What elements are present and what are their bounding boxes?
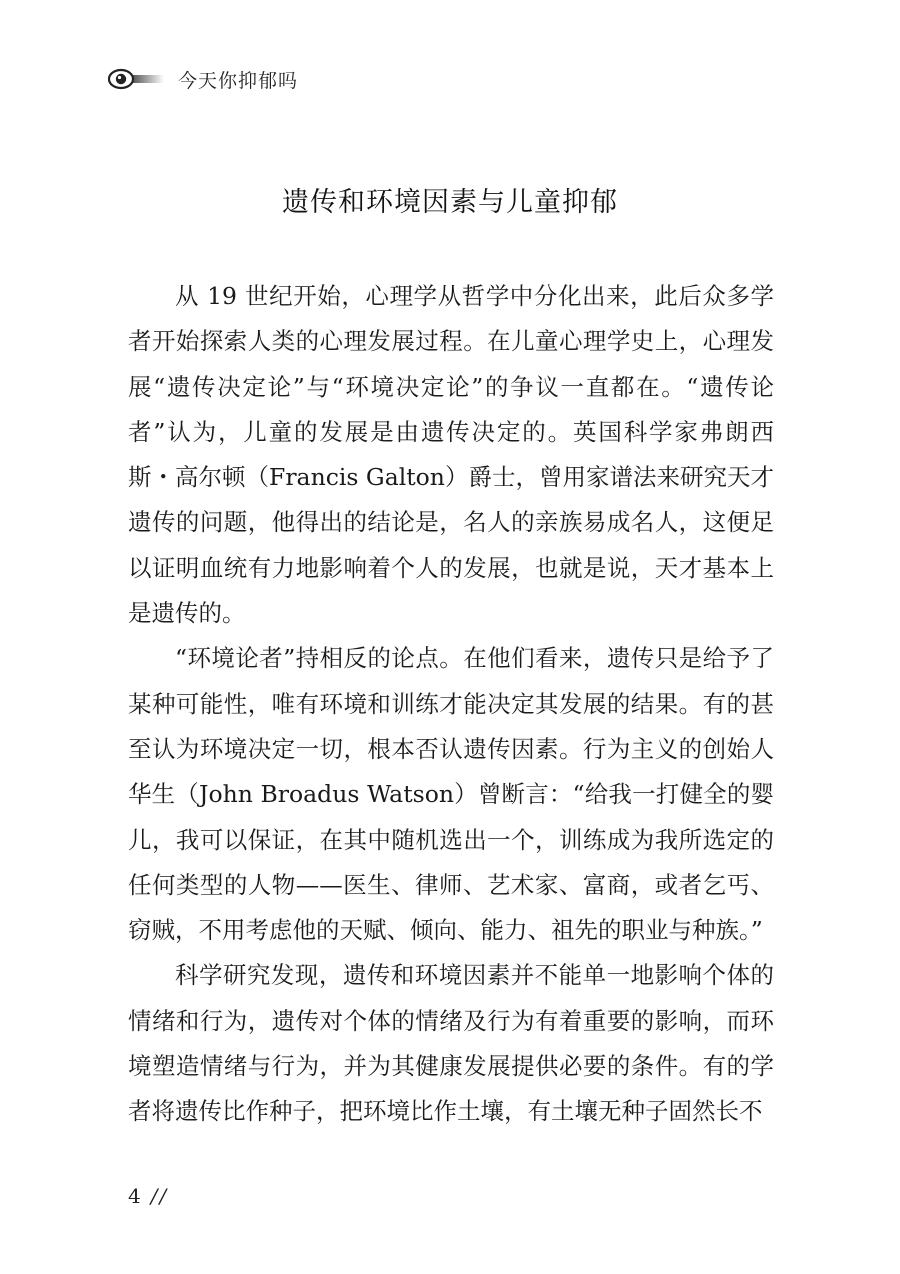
- paragraph: 从 19 世纪开始，心理学从哲学中分化出来，此后众多学者开始探索人类的心理发展过程。在儿童心理学史上，心理发展“遗传决定论”与“环境决定论”的争议一直都在。“遗传论者”认为，儿童的发展是由遗传决定的。英国科学家弗朗西斯・高尔顿（Francis Galton）爵士，曾用家谱法来研究天才遗传的问题，他得出的结论是，名人的亲族易成名人，这便足以证明血统有力地影响着个人的发展，也就是说，天才基本上是遗传的。: [128, 282, 774, 628]
- article-body: [128, 274, 774, 1135]
- paragraph: “环境论者”持相反的论点。在他们看来，遗传只是给予了某种可能性，唯有环境和训练才能决定其发展的结果。有的甚至认为环境决定一切，根本否认遗传因素。行为主义的创始人华生（John Broadus Watson）曾断言：“给我一打健全的婴儿，我可以保证，在其中随机选出一个，训练成为我所选定的任何类型的人物——医生、律师、艺术家、富商，或者乞丐、窃贼，不用考虑他的天赋、倾向、能力、祖先的职业与种族。”: [128, 644, 774, 945]
- article-title: 遗传和环境因素与儿童抑郁: [282, 187, 618, 218]
- running-header: [108, 64, 298, 94]
- footer-separator: //: [150, 1184, 169, 1208]
- page-number: 4: [128, 1184, 141, 1208]
- running-title: 今天你抑郁吗: [178, 69, 299, 92]
- paragraph: 科学研究发现，遗传和环境因素并不能单一地影响个体的情绪和行为，遗传对个体的情绪及行为有着重要的影响，而环境塑造情绪与行为，并为其健康发展提供必要的条件。有的学者将遗传比作种子，把环境比作土壤，有土壤无种子固然长不: [128, 961, 774, 1126]
- page-footer: [128, 1184, 168, 1208]
- eye-icon: [108, 64, 166, 94]
